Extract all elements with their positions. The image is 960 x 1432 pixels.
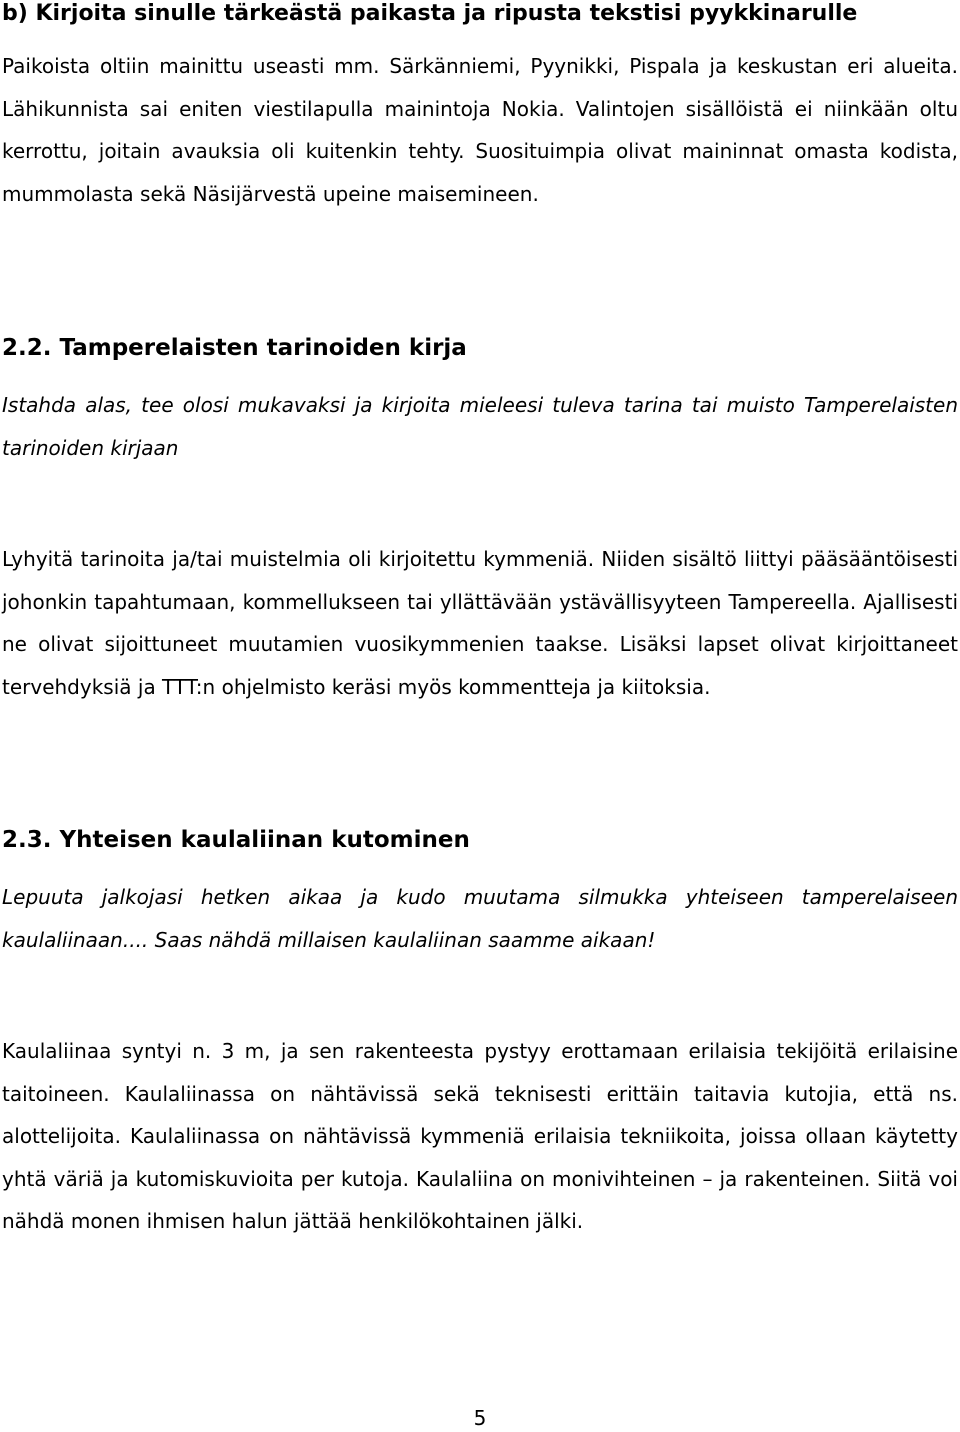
section-2-3-paragraph: Kaulaliinaa syntyi n. 3 m, ja sen rakenteesta pystyy erottamaan erilaisia tekijöitä erilaisine taitoineen. Kaulaliinassa on nähtävissä sekä teknisesti erittäin taitavia kutojia, että ns. alottelijoita. Kaulaliinassa on nähtävissä kymmeniä erilaisia tekniikoita, joissa ollaan käytetty yhtä väriä ja kutomiskuvioita per kutoja. Kaulaliina on monivihteinen – ja rakenteinen. Siitä voi nähdä monen ihmisen halun jättää henkilökohtainen jälki. [2,1039,958,1234]
section-2-3-heading: 2.3. Yhteisen kaulaliinan kutominen [2,827,470,853]
section-b-title: b) Kirjoita sinulle tärkeästä paikasta ja ripusta tekstisi pyykkinarulle [2,1,858,26]
section-2-3-instruction: Lepuuta jalkojasi hetken aikaa ja kudo muutama silmukka yhteiseen tamperelaiseen kaulaliinaan.... Saas nähdä millaisen kaulaliinan saamme aikaan! [2,885,958,952]
section-b-paragraph: Paikoista oltiin mainittu useasti mm. Särkänniemi, Pyynikki, Pispala ja keskustan eri alueita. Lähikunnista sai eniten viestilapulla mainintoja Nokia. Valintojen sisällöistä ei niinkään oltu kerrottu, joitain avauksia oli kuitenkin tehty. Suosituimpia olivat maininnat omasta kodista, mummolasta sekä Näsijärvestä upeine maisemineen. [2,54,958,206]
section-2-2-heading: 2.2. Tamperelaisten tarinoiden kirja [2,335,467,361]
section-2-2-paragraph: Lyhyitä tarinoita ja/tai muistelmia oli kirjoitettu kymmeniä. Niiden sisältö liittyi pääsääntöisesti johonkin tapahtumaan, kommellukseen tai yllättävään ystävällisyyteen Tampereella. Ajallisesti ne olivat sijoittuneet muutamien vuosikymmenien taakse. Lisäksi lapset olivat kirjoittaneet tervehdyksiä ja TTT:n ohjelmisto keräsi myös kommentteja ja kiitoksia. [2,547,958,699]
section-2-2-instruction: Istahda alas, tee olosi mukavaksi ja kirjoita mieleesi tuleva tarina tai muisto Tamperelaisten tarinoiden kirjaan [2,393,958,460]
page-number: 5 [473,1406,487,1430]
